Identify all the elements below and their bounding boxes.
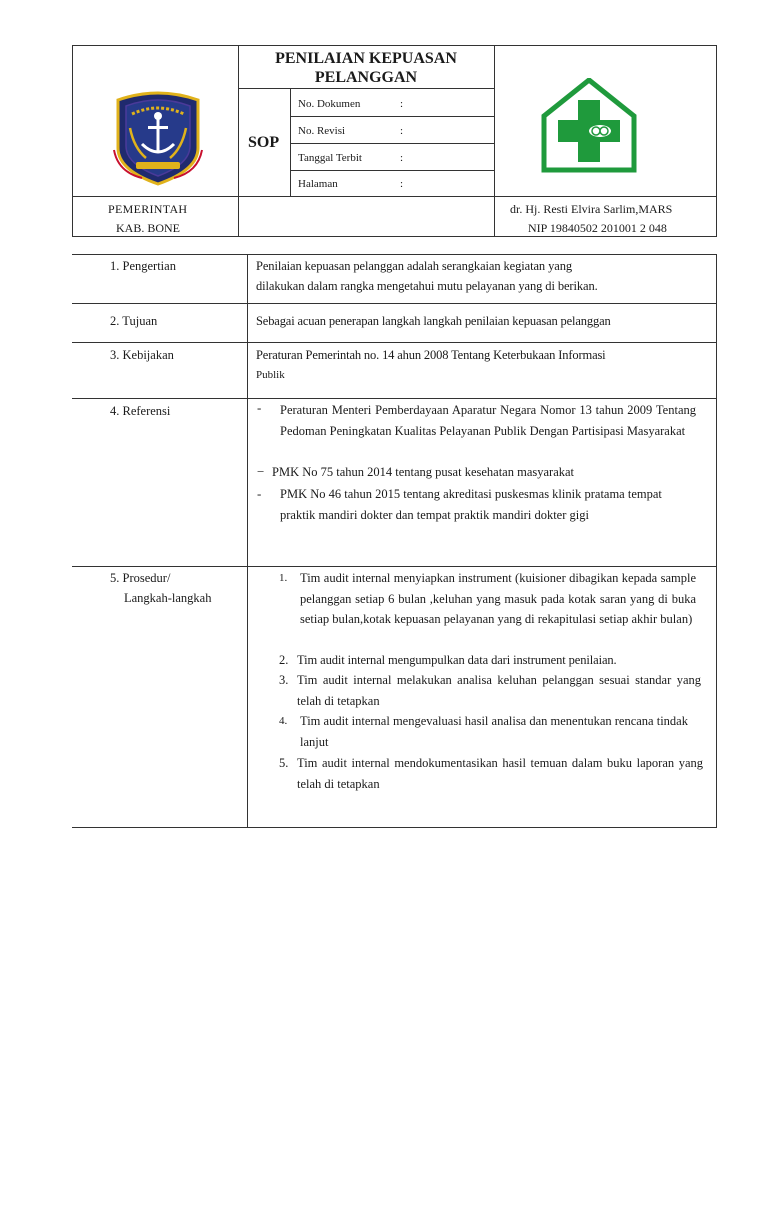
pengertian-text-line-1: Penilaian kepuasan pelanggan adalah serangkaian kegiatan yang <box>256 259 572 273</box>
org-name-line-1: PEMERINTAH <box>108 202 188 216</box>
prosedur-step-text: Tim audit internal menyiapkan instrument (kuisioner dibagikan kepada sample pelanggan setiap 6 bulan ,keluhan yang masuk pada kotak saran yang di buka setiap bulan,kotak kepuasan pelayanan yang di rekapitulasi setiap akhir bulan) <box>300 571 696 627</box>
section-label-prosedur-line-1: 5. Prosedur/ <box>110 571 171 585</box>
field-colon-no-dokumen: : <box>400 98 404 110</box>
field-label-halaman: Halaman <box>298 178 338 190</box>
prosedur-step-number: 4. <box>279 715 288 727</box>
referensi-item-text: Peraturan Menteri Pemberdayaan Aparatur Negara Nomor 13 tahun 2009 Tentang Pedoman Peningkatan Kualitas Pelayanan Publik Dengan Partisipasi Masyarakat <box>280 403 696 438</box>
org-name-line-2: KAB. BONE <box>116 221 181 235</box>
prosedur-step-text: Tim audit internal mengumpulkan data dari instrument penilaian. <box>297 653 617 667</box>
puskesmas-cross-logo <box>540 78 638 176</box>
prosedur-step-number: 3. <box>279 673 289 687</box>
field-label-no-dokumen: No. Dokumen <box>298 98 361 110</box>
field-label-tanggal-terbit: Tanggal Terbit <box>298 152 362 164</box>
section-label-tujuan: 2. Tujuan <box>110 314 158 328</box>
field-label-no-revisi: No. Revisi <box>298 125 346 137</box>
section-label-prosedur-line-2: Langkah-langkah <box>124 591 212 605</box>
prosedur-step-text: Tim audit internal mengevaluasi hasil analisa dan menentukan rencana tindak lanjut <box>300 714 688 749</box>
section-label-referensi: 4. Referensi <box>110 404 171 418</box>
prosedur-step-number: 5. <box>279 756 289 770</box>
title-line-1: PENILAIAN KEPUASAN <box>275 50 457 67</box>
prosedur-step-text: Tim audit internal melakukan analisa keluhan pelanggan sesuai standar yang telah di tetapkan <box>297 673 701 708</box>
title-line-2: PELANGGAN <box>314 69 418 86</box>
prosedur-step-number: 1. <box>279 572 288 584</box>
regency-emblem-logo <box>112 88 204 188</box>
prosedur-step-number: 2. <box>279 653 289 667</box>
tujuan-text: Sebagai acuan penerapan langkah langkah penilaian kepuasan pelanggan <box>256 314 611 328</box>
referensi-item-text: PMK No 46 tahun 2015 tentang akreditasi puskesmas klinik pratama tempat praktik mandiri dokter dan tempat praktik mandiri dokter gigi <box>280 487 662 522</box>
field-colon-halaman: : <box>400 178 404 190</box>
referensi-item-text: PMK No 75 tahun 2014 tentang pusat kesehatan masyarakat <box>272 465 575 479</box>
sop-label: SOP <box>248 134 280 151</box>
prosedur-step-text: Tim audit internal mendokumentasikan hasil temuan dalam buku laporan yang telah di tetapkan <box>297 756 703 791</box>
signer-name: dr. Hj. Resti Elvira Sarlim,MARS <box>510 202 673 216</box>
signer-nip: NIP 19840502 201001 2 048 <box>528 221 667 235</box>
document-title <box>238 49 494 87</box>
section-label-pengertian: 1. Pengertian <box>110 259 176 273</box>
field-colon-no-revisi: : <box>400 125 404 137</box>
referensi-item-marker: − <box>257 464 265 479</box>
kebijakan-text-line-2: Publik <box>256 369 285 381</box>
referensi-item-marker: - <box>257 486 262 501</box>
section-label-kebijakan: 3. Kebijakan <box>110 348 174 362</box>
referensi-item-marker: - <box>257 400 262 415</box>
kebijakan-text-line-1: Peraturan Pemerintah no. 14 ahun 2008 Tentang Keterbukaan Informasi <box>256 348 606 362</box>
field-colon-tanggal-terbit: : <box>400 152 404 164</box>
pengertian-text-line-2: dilakukan dalam rangka mengetahui mutu pelayanan yang di berikan. <box>256 279 598 293</box>
